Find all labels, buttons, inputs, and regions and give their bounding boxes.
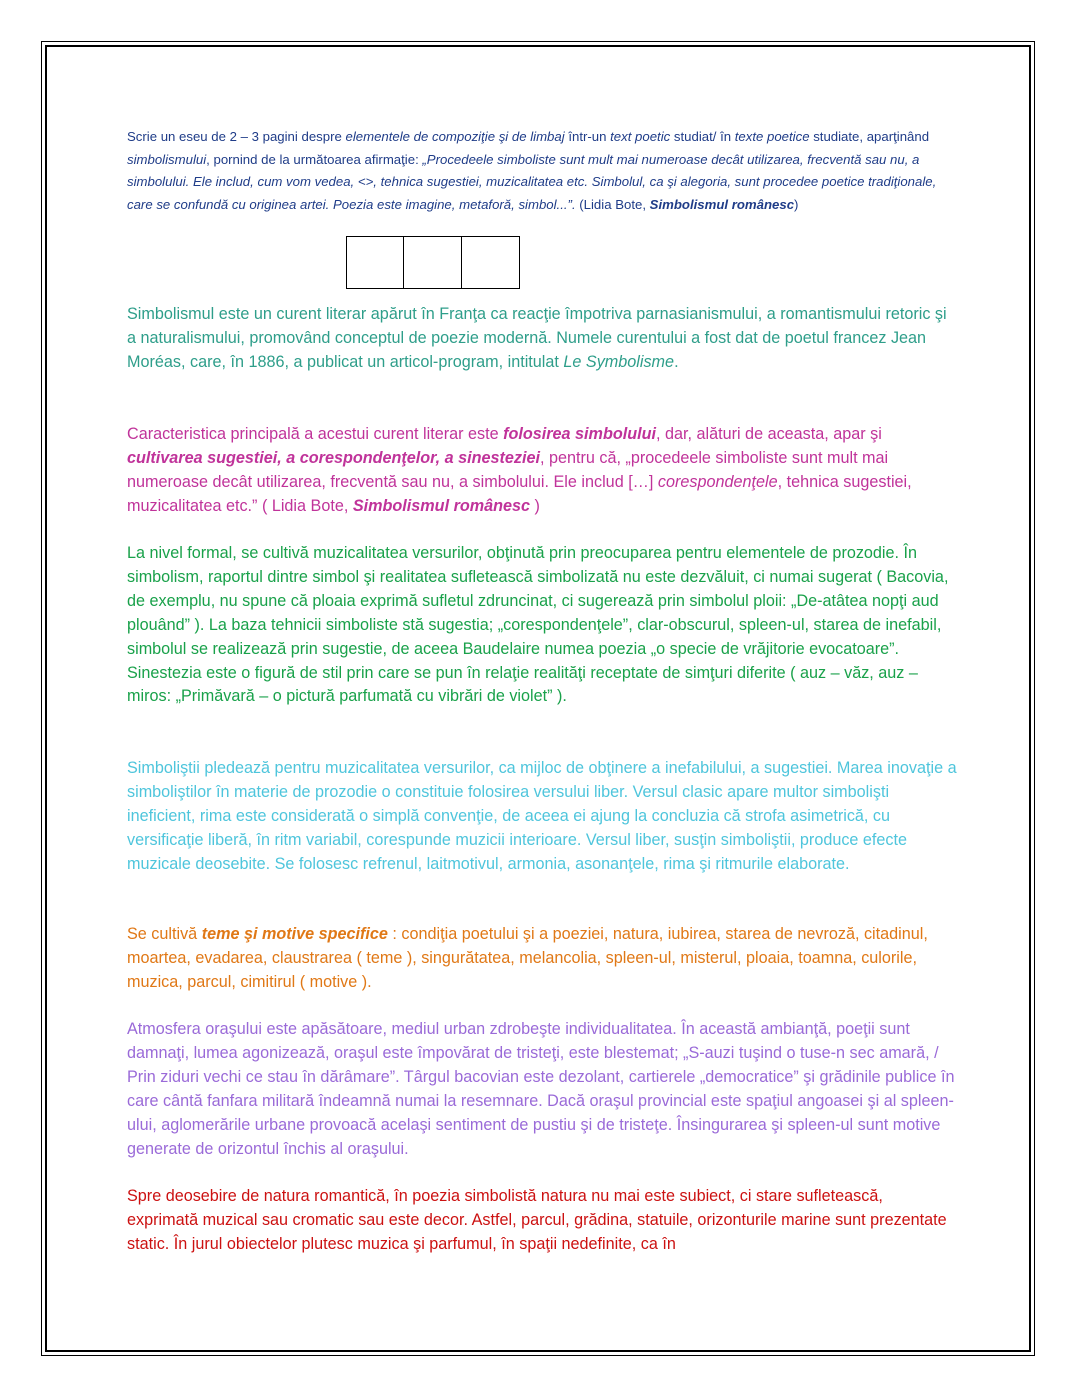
assignment-prompt (127, 126, 957, 216)
text-italic: Le Symbolisme (563, 352, 675, 371)
paragraph-city: Atmosfera oraşului este apăsătoare, mediul urban zdrobeşte individualitatea. În această ambianţă, poeţii sunt damnaţi, lumea agonizează, oraşul este împovărat de tristeţi, este blestemat; „S-auzi tuşind o tuse-n sec amară, / Prin ziduri vechi ce stau în dărâmare”. Târgul bacovian este dezolant, cartierele „democratice” şi grădinile publice în care cântă fanfara militară îndeamnă numai la resemnare. Dacă oraşul provincial este spaţiul angoasei şi al spleen-ului, aglomerările urbane provoacă acelaşi sentiment de pustiu şi de tristeţe. Însingurarea şi spleen-ul sunt motive generate de orizontul închis al oraşului. (127, 1020, 955, 1158)
prompt-quote: „Procedeele simboliste sunt mult mai numeroase decât utilizarea, frecventă sau nu, a simbolului. Ele includ, cum vom vedea, <>, tehnica sugestiei, muzicalitatea etc. Simbolul, ca şi alegoria, sunt procedee poetice tradiţionale, care se confundă cu originea artei. Poezia este imagine, metaforă, simbol...”. (127, 151, 937, 212)
prompt-italic: text poetic (610, 129, 671, 144)
paragraph-musicality: Simboliştii pledează pentru muzicalitatea versurilor, ca mijloc de obţinere a inefabilului, a sugestiei. Marea inovaţie a simboliştilor în materie de prozodie o constituie folosirea versului liber. Versul clasic apare multor simbolişti ineficient, rima este considerată o simplă convenţie, de aceea ei ajung la concluzia că strofa asimetrică, cu versificaţie liberă, în ritm variabil, corespunde muzicii interioare. Versul liber, susţin simboliştii, produce efecte muzicale deosebite. Se folosesc refrenul, laitmotivul, armonia, asonanţele, rima şi ritmurile elaborate. (127, 759, 957, 873)
grid-cell (404, 236, 462, 289)
prompt-part: , pornind de la următoarea afirmaţie: (206, 151, 423, 167)
text-italic: corespondenţele (657, 472, 778, 491)
paragraph-formal-level: La nivel formal, se cultivă muzicalitatea versurilor, obţinută prin preocuparea pentru elementele de prozodie. În simbolism, raportul dintre simbol şi realitatea sufletească simbolizată nu este dezvăluit, ci numai sugerat ( Bacovia, de exemplu, nu spune că ploaia exprimă sufletul zdruncinat, ci sugerează prin simbolul ploii: „De-atâtea nopţi aud plouând” ). La baza tehnicii simboliste stă sugestia; „corespondenţele”, clar-obscurul, spleen-ul, starea de inefabil, simbolul se realizează prin sugestie, de aceea Baudelaire numea poezia „o specie de vrăjitorie evocatoare”. Sinestezia este o figură de stil prin care se pun în relaţie realităţi receptate de simţuri diferite ( auz – văz, auz – miros: „Primăvară – o pictură parfumată cu vibrări de violet” ). (127, 544, 949, 706)
text-run: , tehnica sugestiei, muzicalitatea etc.” ( Lidia Bote, (127, 472, 912, 515)
prompt-text (127, 126, 957, 216)
prompt-part: studiate, aparţinând (809, 129, 930, 144)
text-bold-italic: Simbolismul românesc (352, 496, 531, 515)
empty-box-grid (346, 236, 520, 289)
text-bold-italic: cultivarea sugestiei, a corespondenţelor, a sinesteziei (127, 448, 540, 467)
prompt-part: ) (794, 196, 799, 212)
prompt-italic: elementele de compoziţie şi de limbaj (345, 129, 565, 144)
prompt-part: (Lidia Bote, (575, 196, 650, 212)
grid-cell (346, 236, 404, 289)
paragraph-intro (127, 303, 957, 375)
grid-cell (462, 236, 520, 289)
prompt-part: Scrie un eseu de 2 – 3 pagini despre (127, 129, 346, 144)
text-run: , dar, alături de aceasta, apar şi (655, 425, 882, 443)
text-run: Simbolismul este un curent literar apărut în Franţa ca reacţie împotriva parnasianismului, a romantismului retoric şi a naturalismului, promovând conceptul de poezie modernă. Numele curentului a fost dat de poetul francez Jean Moréas, care, în 1886, a publicat un articol-program, intitulat (127, 305, 947, 371)
text-run: . (674, 352, 679, 371)
prompt-book-title: Simbolismul românesc (649, 196, 795, 212)
text-run: : condiţia poetului şi a poeziei, natura, iubirea, starea de nevroză, citadinul, moartea, evadarea, claustrarea ( teme ), singurătatea, melancolia, spleen-ul, misterul, ploaia, toamna, culorile, muzica, parcul, cimitirul ( motive ). (127, 925, 928, 991)
text-run: , pentru că, „procedeele simboliste sunt mult mai numeroase decât utilizarea, frecventă sau nu, a simbolului. Ele includ […] (127, 448, 889, 491)
prompt-part: studiat/ în (670, 129, 735, 144)
text-run: Se cultivă (127, 925, 202, 943)
prompt-italic: texte poetice (734, 129, 810, 144)
text-run: Caracteristica principală a acestui curent literar este (127, 425, 504, 443)
text-run: ) (530, 496, 540, 515)
prompt-part: într-un (564, 129, 611, 144)
text-bold-italic: teme şi motive specifice (201, 925, 388, 943)
paragraph-nature: Spre deosebire de natura romantică, în poezia simbolistă natura nu mai este subiect, ci stare sufletească, exprimată muzical sau cromatic sau este decor. Astfel, parcul, grădina, statuile, orizonturile marine sunt prezentate static. În jurul obiectelor plutesc muzica şi parfumul, în spaţii nedefinite, ca în (127, 1187, 947, 1253)
paragraph-themes (127, 923, 957, 995)
paragraph-characteristics (127, 423, 957, 519)
prompt-italic: simbolismului (127, 151, 207, 167)
text-bold-italic: folosirea simbolului (503, 425, 656, 443)
